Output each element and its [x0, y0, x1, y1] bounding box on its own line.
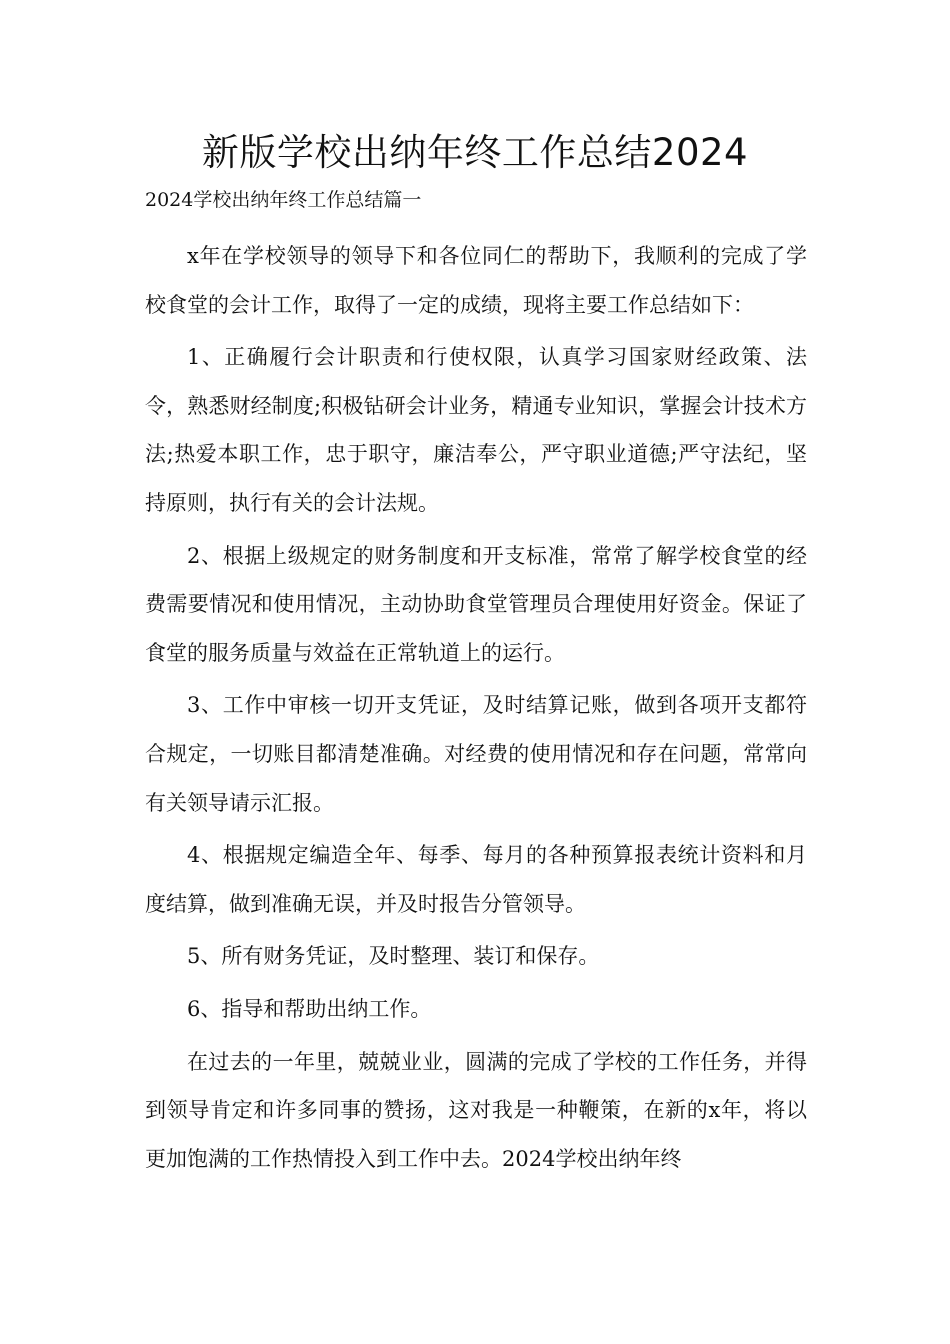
paragraph-item-3: 3、工作中审核一切开支凭证，及时结算记账，做到各项开支都符合规定，一切账目都清楚准确。对经费的使用情况和存在问题，常常向有关领导请示汇报。 — [145, 693, 807, 815]
paragraph-intro: x年在学校领导的领导下和各位同仁的帮助下，我顺利的完成了学校食堂的会计工作，取得了一定的成绩，现将主要工作总结如下： — [145, 244, 807, 317]
document-title: 新版学校出纳年终工作总结2024 — [201, 131, 749, 174]
document-body — [145, 232, 807, 1187]
paragraph-item-6: 6、指导和帮助出纳工作。 — [187, 996, 432, 1021]
paragraph-conclusion: 在过去的一年里，兢兢业业，圆满的完成了学校的工作任务，并得到领导肯定和许多同事的赞扬，这对我是一种鞭策，在新的x年，将以更加饱满的工作热情投入到工作中去。2024学校出纳年终 — [145, 1049, 807, 1171]
paragraph-item-1: 1、正确履行会计职责和行使权限，认真学习国家财经政策、法令，熟悉财经制度;积极钻研会计业务，精通专业知识，掌握会计技术方法;热爱本职工作，忠于职守，廉洁奉公，严守职业道德;严守法纪，坚持原则，执行有关的会计法规。 — [145, 345, 807, 515]
paragraph-item-5: 5、所有财务凭证，及时整理、装订和保存。 — [187, 944, 600, 969]
section-subtitle: 2024学校出纳年终工作总结篇一 — [145, 189, 422, 211]
paragraph-item-4: 4、根据规定编造全年、每季、每月的各种预算报表统计资料和月度结算，做到准确无误，并及时报告分管领导。 — [145, 843, 807, 916]
paragraph-item-2: 2、根据上级规定的财务制度和开支标准，常常了解学校食堂的经费需要情况和使用情况，主动协助食堂管理员合理使用好资金。保证了食堂的服务质量与效益在正常轨道上的运行。 — [145, 543, 807, 665]
